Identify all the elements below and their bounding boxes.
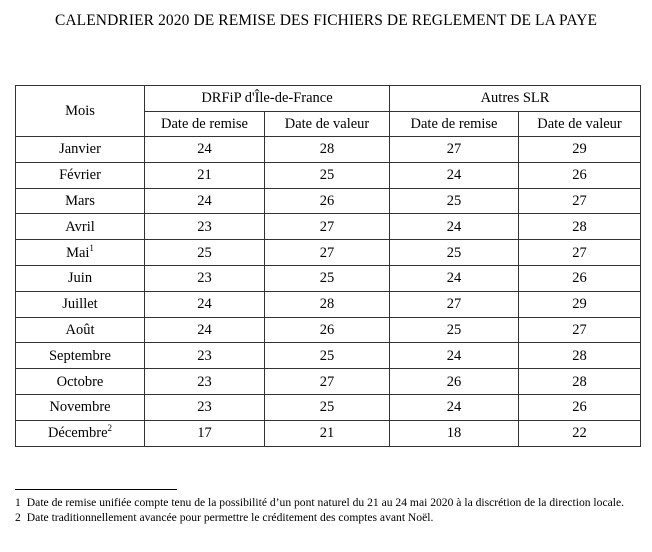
table-row: [16, 188, 641, 214]
month-label: Octobre: [56, 373, 104, 390]
cell-drfip-remise: 17: [145, 420, 265, 446]
footnote-ref: 1: [89, 242, 94, 253]
header-group-autres-slr: Autres SLR: [390, 86, 641, 112]
cell-drfip-remise: 21: [145, 162, 265, 188]
cell-autres-remise: 18: [390, 420, 519, 446]
table-row: [16, 369, 641, 395]
cell-drfip-remise: 23: [145, 394, 265, 420]
calendar-table: [15, 85, 641, 447]
cell-drfip-remise: 24: [145, 317, 265, 343]
cell-mois: [16, 369, 145, 395]
cell-autres-valeur: 29: [519, 137, 641, 163]
header-date-remise: Date de remise: [390, 111, 519, 137]
cell-drfip-remise: 24: [145, 188, 265, 214]
cell-autres-remise: 24: [390, 394, 519, 420]
cell-drfip-valeur: 21: [265, 420, 390, 446]
cell-autres-remise: 24: [390, 343, 519, 369]
footnote-number: 1: [15, 496, 21, 509]
cell-drfip-valeur: 27: [265, 214, 390, 240]
month-label: Août: [65, 321, 95, 338]
footnote-number: 2: [15, 510, 21, 524]
cell-autres-remise: 24: [390, 214, 519, 240]
cell-autres-valeur: 27: [519, 317, 641, 343]
cell-drfip-remise: 23: [145, 265, 265, 291]
cell-mois: [16, 162, 145, 188]
footnote-separator: [15, 489, 177, 490]
cell-autres-remise: 25: [390, 188, 519, 214]
cell-drfip-valeur: 25: [265, 265, 390, 291]
month-label: Juin: [67, 270, 93, 287]
cell-drfip-remise: 24: [145, 291, 265, 317]
cell-mois: [16, 188, 145, 214]
cell-drfip-valeur: 27: [265, 240, 390, 266]
table-row: [16, 265, 641, 291]
table-body: [16, 137, 641, 447]
cell-mois: [16, 265, 145, 291]
table-row: [16, 420, 641, 446]
month-label: Mai: [66, 244, 90, 261]
table-row: [16, 343, 641, 369]
table-row: [16, 240, 641, 266]
cell-drfip-valeur: 28: [265, 137, 390, 163]
footnote-text: Date traditionnellement avancée pour permettre le créditement des comptes avant Noël.: [26, 510, 434, 524]
footnote: [15, 496, 640, 511]
table-row: [16, 162, 641, 188]
cell-drfip-remise: 25: [145, 240, 265, 266]
table-row: [16, 291, 641, 317]
cell-drfip-remise: 23: [145, 214, 265, 240]
cell-autres-valeur: 28: [519, 214, 641, 240]
cell-autres-valeur: 29: [519, 291, 641, 317]
cell-mois: [16, 394, 145, 420]
cell-drfip-remise: 24: [145, 137, 265, 163]
table-row: [16, 137, 641, 163]
cell-autres-valeur: 26: [519, 394, 641, 420]
cell-autres-remise: 24: [390, 265, 519, 291]
footnote-ref: 2: [107, 423, 113, 434]
cell-drfip-valeur: 25: [265, 394, 390, 420]
cell-autres-valeur: 28: [519, 343, 641, 369]
month-label: Novembre: [49, 399, 111, 416]
footnote: [15, 511, 640, 526]
month-label: Avril: [65, 218, 95, 235]
header-date-remise: Date de remise: [145, 111, 265, 137]
table-row: [16, 214, 641, 240]
cell-autres-valeur: 26: [519, 265, 641, 291]
cell-mois: [16, 291, 145, 317]
cell-mois: [16, 214, 145, 240]
cell-autres-valeur: 28: [519, 369, 641, 395]
cell-mois: [16, 343, 145, 369]
cell-autres-remise: 24: [390, 162, 519, 188]
cell-drfip-remise: 23: [145, 343, 265, 369]
cell-drfip-valeur: 26: [265, 188, 390, 214]
month-label: Mars: [65, 192, 95, 209]
cell-autres-valeur: 27: [519, 240, 641, 266]
cell-drfip-valeur: 25: [265, 343, 390, 369]
document-title: CALENDRIER 2020 DE REMISE DES FICHIERS DE REGLEMENT DE LA PAYE: [54, 12, 598, 29]
cell-drfip-valeur: 26: [265, 317, 390, 343]
cell-drfip-remise: 23: [145, 369, 265, 395]
month-label: Février: [59, 167, 101, 184]
header-group-drfip: DRFiP d'Île-de-France: [145, 86, 390, 112]
cell-mois: [16, 420, 145, 446]
cell-autres-valeur: 26: [519, 162, 641, 188]
cell-autres-remise: 25: [390, 317, 519, 343]
cell-drfip-valeur: 25: [265, 162, 390, 188]
header-mois: Mois: [16, 86, 145, 137]
cell-drfip-valeur: 28: [265, 291, 390, 317]
table-row: [16, 394, 641, 420]
footnotes: [15, 496, 640, 525]
month-label: Septembre: [48, 347, 111, 364]
cell-autres-valeur: 22: [519, 420, 641, 446]
month-label: Décembre: [47, 425, 108, 442]
cell-autres-valeur: 27: [519, 188, 641, 214]
cell-mois: [16, 317, 145, 343]
month-label: Janvier: [59, 141, 101, 158]
cell-autres-remise: 25: [390, 240, 519, 266]
header-date-valeur: Date de valeur: [519, 111, 641, 137]
footnote-text: Date de remise unifiée compte tenu de la possibilité d’un pont naturel du 21 au 24 mai 2020 à la discrétion de la direction locale.: [26, 496, 625, 509]
header-row-groups: [16, 86, 641, 112]
cell-autres-remise: 27: [390, 291, 519, 317]
table-row: [16, 317, 641, 343]
cell-autres-remise: 26: [390, 369, 519, 395]
cell-mois: [16, 240, 145, 266]
month-label: Juillet: [62, 296, 98, 313]
header-date-valeur: Date de valeur: [265, 111, 390, 137]
cell-mois: [16, 137, 145, 163]
cell-drfip-valeur: 27: [265, 369, 390, 395]
cell-autres-remise: 27: [390, 137, 519, 163]
